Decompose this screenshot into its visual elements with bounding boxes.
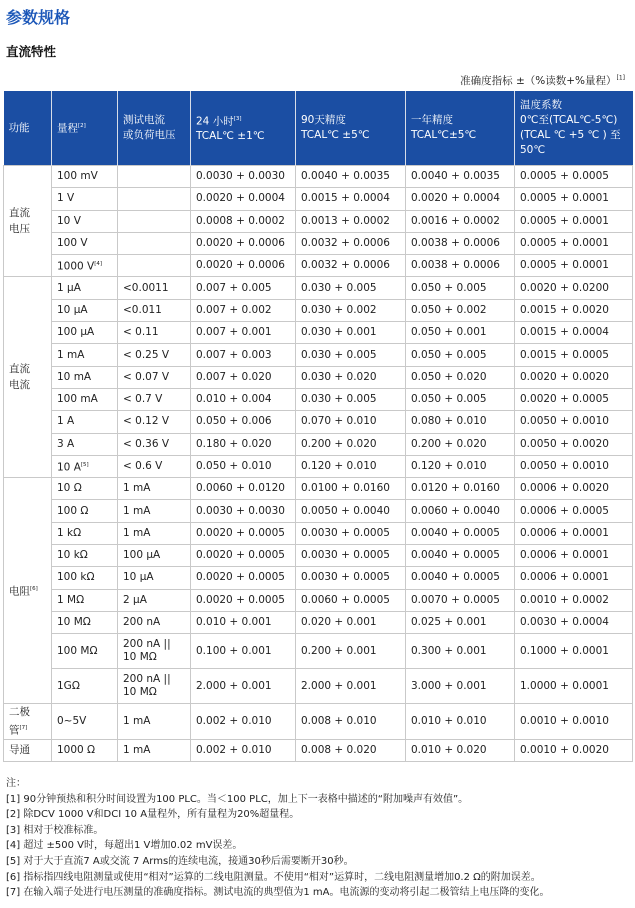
table-row (4, 255, 633, 277)
test-current-cell (118, 166, 191, 188)
test-current-cell: < 0.6 V (118, 455, 191, 477)
accuracy-90d-cell: 0.030 + 0.001 (296, 322, 406, 344)
table-row (4, 188, 633, 210)
accuracy-1y-cell: 0.0016 + 0.0002 (406, 210, 515, 232)
table-row (4, 545, 633, 567)
accuracy-24h-cell: 2.000 + 0.001 (191, 669, 296, 704)
section-title: 直流特性 (6, 44, 57, 59)
accuracy-24h-cell: 0.007 + 0.002 (191, 299, 296, 321)
accuracy-90d-cell: 0.200 + 0.001 (296, 634, 406, 669)
test-current-cell: 1 mA (118, 500, 191, 522)
footnotes (6, 776, 549, 901)
range-cell: 1000 Ω (52, 739, 118, 761)
function-cell: 直流 电压 (4, 166, 52, 277)
temp-coef-cell: 1.0000 + 0.0001 (515, 669, 633, 704)
accuracy-90d-cell: 0.070 + 0.010 (296, 411, 406, 433)
accuracy-24h-cell: 0.010 + 0.001 (191, 611, 296, 633)
temp-coef-cell: 0.0010 + 0.0020 (515, 739, 633, 761)
table-row (4, 589, 633, 611)
header-test-current: 测试电流 或负荷电压 (118, 91, 191, 166)
range-cell: 10 mA (52, 366, 118, 388)
range-cell: 1000 V[4] (52, 255, 118, 277)
accuracy-24h-cell: 0.0060 + 0.0120 (191, 478, 296, 500)
accuracy-90d-cell: 0.008 + 0.010 (296, 704, 406, 740)
temp-coef-cell: 0.0005 + 0.0001 (515, 232, 633, 254)
accuracy-24h-cell: 0.007 + 0.005 (191, 277, 296, 299)
temp-coef-cell: 0.0005 + 0.0005 (515, 166, 633, 188)
temp-coef-cell: 0.0010 + 0.0010 (515, 704, 633, 740)
test-current-cell: <0.0011 (118, 277, 191, 299)
accuracy-24h-cell: 0.007 + 0.001 (191, 322, 296, 344)
accuracy-90d-cell: 0.0100 + 0.0160 (296, 478, 406, 500)
function-cell: 二极 管[7] (4, 704, 52, 740)
table-row (4, 634, 633, 669)
range-cell: 1 A (52, 411, 118, 433)
accuracy-24h-cell: 0.0020 + 0.0005 (191, 545, 296, 567)
accuracy-24h-cell: 0.0020 + 0.0006 (191, 232, 296, 254)
test-current-cell (118, 232, 191, 254)
accuracy-1y-cell: 0.0070 + 0.0005 (406, 589, 515, 611)
test-current-cell: 100 μA (118, 545, 191, 567)
temp-coef-cell: 0.0010 + 0.0002 (515, 589, 633, 611)
temp-coef-cell: 0.0050 + 0.0010 (515, 455, 633, 477)
accuracy-24h-cell: 0.0020 + 0.0006 (191, 255, 296, 277)
accuracy-90d-cell: 0.030 + 0.005 (296, 344, 406, 366)
accuracy-90d-cell: 0.0032 + 0.0006 (296, 232, 406, 254)
temp-coef-cell: 0.0005 + 0.0001 (515, 255, 633, 277)
footnote: [7] 在输入端子处进行电压测量的准确度指标。测试电流的典型值为1 mA。电流源的变动将引起二极管结上电压降的变化。 (6, 887, 550, 899)
accuracy-90d-cell: 2.000 + 0.001 (296, 669, 406, 704)
accuracy-90d-cell: 0.008 + 0.020 (296, 739, 406, 761)
function-cell: 导通 (4, 739, 52, 761)
accuracy-1y-cell: 0.200 + 0.020 (406, 433, 515, 455)
range-cell: 10 A[5] (52, 455, 118, 477)
header-temp-coef: 温度系数 0℃至(TCAL℃-5℃) (TCAL ℃ +5 ℃ ) 至 50℃ (515, 91, 633, 166)
table-row (4, 299, 633, 321)
accuracy-24h-cell: 0.0020 + 0.0004 (191, 188, 296, 210)
function-cell: 直流 电流 (4, 277, 52, 478)
accuracy-90d-cell: 0.0030 + 0.0005 (296, 567, 406, 589)
range-cell: 10 MΩ (52, 611, 118, 633)
accuracy-90d-cell: 0.0032 + 0.0006 (296, 255, 406, 277)
range-cell: 100 MΩ (52, 634, 118, 669)
range-cell: 100 V (52, 232, 118, 254)
table-row (4, 344, 633, 366)
table-row (4, 739, 633, 761)
temp-coef-cell: 0.0015 + 0.0004 (515, 322, 633, 344)
accuracy-24h-cell: 0.007 + 0.003 (191, 344, 296, 366)
page-title: 参数规格 (6, 8, 71, 27)
accuracy-1y-cell: 0.050 + 0.005 (406, 277, 515, 299)
footnote: [6] 指标指四线电阻测量或使用“相对”运算的二线电阻测量。不使用“相对”运算时，二线电阻测量增加0.2 Ω的附加误差。 (6, 871, 541, 883)
accuracy-1y-cell: 0.025 + 0.001 (406, 611, 515, 633)
table-row (4, 567, 633, 589)
accuracy-24h-cell: 0.0008 + 0.0002 (191, 210, 296, 232)
header-90d: 90天精度 TCAL℃ ±5℃ (296, 91, 406, 166)
accuracy-90d-cell: 0.200 + 0.020 (296, 433, 406, 455)
accuracy-90d-cell: 0.030 + 0.005 (296, 388, 406, 410)
accuracy-90d-cell: 0.030 + 0.002 (296, 299, 406, 321)
accuracy-1y-cell: 0.010 + 0.010 (406, 704, 515, 740)
accuracy-1y-cell: 0.050 + 0.005 (406, 344, 515, 366)
range-cell: 10 Ω (52, 478, 118, 500)
accuracy-24h-cell: 0.002 + 0.010 (191, 704, 296, 740)
accuracy-24h-cell: 0.0020 + 0.0005 (191, 589, 296, 611)
table-row (4, 478, 633, 500)
accuracy-1y-cell: 0.010 + 0.020 (406, 739, 515, 761)
temp-coef-cell: 0.0020 + 0.0005 (515, 388, 633, 410)
accuracy-24h-cell: 0.0030 + 0.0030 (191, 166, 296, 188)
accuracy-90d-cell: 0.120 + 0.010 (296, 455, 406, 477)
accuracy-24h-cell: 0.007 + 0.020 (191, 366, 296, 388)
test-current-cell: 1 mA (118, 522, 191, 544)
accuracy-1y-cell: 0.050 + 0.001 (406, 322, 515, 344)
table-row (4, 388, 633, 410)
footnote: [5] 对于大于直流7 A或交流 7 Arms的连续电流，接通30秒后需要断开30秒。 (6, 855, 354, 867)
test-current-cell: 10 μA (118, 567, 191, 589)
accuracy-90d-cell: 0.0050 + 0.0040 (296, 500, 406, 522)
header-range: 量程[2] (52, 91, 118, 166)
table-row (4, 433, 633, 455)
accuracy-1y-cell: 0.0038 + 0.0006 (406, 255, 515, 277)
accuracy-24h-cell: 0.0030 + 0.0030 (191, 500, 296, 522)
temp-coef-cell: 0.0015 + 0.0020 (515, 299, 633, 321)
footnote: [2] 除DCV 1000 V和DCI 10 A量程外，所有量程为20%超量程。 (6, 809, 300, 821)
test-current-cell: 200 nA (118, 611, 191, 633)
test-current-cell: 1 mA (118, 478, 191, 500)
test-current-cell: 200 nA || 10 MΩ (118, 669, 191, 704)
range-cell: 1 mA (52, 344, 118, 366)
accuracy-1y-cell: 0.0120 + 0.0160 (406, 478, 515, 500)
table-row (4, 411, 633, 433)
accuracy-90d-cell: 0.020 + 0.001 (296, 611, 406, 633)
accuracy-24h-cell: 0.050 + 0.010 (191, 455, 296, 477)
accuracy-24h-cell: 0.100 + 0.001 (191, 634, 296, 669)
table-row (4, 669, 633, 704)
table-row (4, 704, 633, 740)
accuracy-1y-cell: 3.000 + 0.001 (406, 669, 515, 704)
range-cell: 1 V (52, 188, 118, 210)
accuracy-1y-cell: 0.0040 + 0.0005 (406, 567, 515, 589)
accuracy-1y-cell: 0.080 + 0.010 (406, 411, 515, 433)
test-current-cell: < 0.7 V (118, 388, 191, 410)
accuracy-24h-cell: 0.010 + 0.004 (191, 388, 296, 410)
test-current-cell: 1 mA (118, 704, 191, 740)
temp-coef-cell: 0.0015 + 0.0005 (515, 344, 633, 366)
temp-coef-cell: 0.0006 + 0.0001 (515, 522, 633, 544)
range-cell: 10 μA (52, 299, 118, 321)
test-current-cell: < 0.07 V (118, 366, 191, 388)
temp-coef-cell: 0.0006 + 0.0001 (515, 567, 633, 589)
table-body (4, 166, 633, 762)
test-current-cell: < 0.36 V (118, 433, 191, 455)
accuracy-90d-cell: 0.0013 + 0.0002 (296, 210, 406, 232)
temp-coef-cell: 0.0006 + 0.0005 (515, 500, 633, 522)
footnote: [1] 90分钟预热和积分时间设置为100 PLC。当＜100 PLC，加上下一表格中描述的“附加噪声有效值”。 (6, 793, 469, 805)
accuracy-spec-note: 准确度指标 ±（%读数+%量程）[1] (460, 74, 625, 87)
header-function: 功能 (4, 91, 52, 166)
table-row (4, 522, 633, 544)
accuracy-90d-cell: 0.0040 + 0.0035 (296, 166, 406, 188)
range-cell: 10 V (52, 210, 118, 232)
test-current-cell: < 0.25 V (118, 344, 191, 366)
range-cell: 0~5V (52, 704, 118, 740)
range-cell: 1GΩ (52, 669, 118, 704)
footnote: 注： (6, 778, 26, 789)
test-current-cell: < 0.11 (118, 322, 191, 344)
test-current-cell (118, 255, 191, 277)
header-24h: 24 小时[3] TCAL℃ ±1℃ (191, 91, 296, 166)
table-row (4, 500, 633, 522)
table-row (4, 611, 633, 633)
accuracy-1y-cell: 0.0040 + 0.0005 (406, 545, 515, 567)
table-row (4, 277, 633, 299)
accuracy-1y-cell: 0.0060 + 0.0040 (406, 500, 515, 522)
accuracy-1y-cell: 0.0040 + 0.0005 (406, 522, 515, 544)
test-current-cell (118, 188, 191, 210)
test-current-cell: 1 mA (118, 739, 191, 761)
table-row (4, 322, 633, 344)
range-cell: 3 A (52, 433, 118, 455)
temp-coef-cell: 0.0050 + 0.0010 (515, 411, 633, 433)
accuracy-90d-cell: 0.030 + 0.020 (296, 366, 406, 388)
accuracy-1y-cell: 0.050 + 0.020 (406, 366, 515, 388)
range-cell: 100 μA (52, 322, 118, 344)
accuracy-90d-cell: 0.030 + 0.005 (296, 277, 406, 299)
temp-coef-cell: 0.0005 + 0.0001 (515, 210, 633, 232)
footnote: [4] 超过 ±500 V时，每超出1 V增加0.02 mV误差。 (6, 840, 243, 852)
accuracy-1y-cell: 0.0020 + 0.0004 (406, 188, 515, 210)
range-cell: 100 kΩ (52, 567, 118, 589)
table-row (4, 455, 633, 477)
range-cell: 100 mA (52, 388, 118, 410)
temp-coef-cell: 0.1000 + 0.0001 (515, 634, 633, 669)
accuracy-90d-cell: 0.0060 + 0.0005 (296, 589, 406, 611)
header-1y: 一年精度 TCAL℃±5℃ (406, 91, 515, 166)
test-current-cell (118, 210, 191, 232)
accuracy-1y-cell: 0.050 + 0.005 (406, 388, 515, 410)
range-cell: 1 MΩ (52, 589, 118, 611)
accuracy-1y-cell: 0.0040 + 0.0035 (406, 166, 515, 188)
temp-coef-cell: 0.0050 + 0.0020 (515, 433, 633, 455)
accuracy-24h-cell: 0.0020 + 0.0005 (191, 522, 296, 544)
accuracy-90d-cell: 0.0015 + 0.0004 (296, 188, 406, 210)
temp-coef-cell: 0.0006 + 0.0001 (515, 545, 633, 567)
temp-coef-cell: 0.0006 + 0.0020 (515, 478, 633, 500)
accuracy-24h-cell: 0.002 + 0.010 (191, 739, 296, 761)
table-row (4, 210, 633, 232)
table-row (4, 166, 633, 188)
range-cell: 10 kΩ (52, 545, 118, 567)
accuracy-1y-cell: 0.0038 + 0.0006 (406, 232, 515, 254)
range-cell: 1 μA (52, 277, 118, 299)
range-cell: 100 mV (52, 166, 118, 188)
accuracy-24h-cell: 0.050 + 0.006 (191, 411, 296, 433)
accuracy-1y-cell: 0.120 + 0.010 (406, 455, 515, 477)
test-current-cell: < 0.12 V (118, 411, 191, 433)
test-current-cell: <0.011 (118, 299, 191, 321)
table-header-row (4, 91, 633, 166)
range-cell: 1 kΩ (52, 522, 118, 544)
footnote: [3] 相对于校准标准。 (6, 824, 104, 836)
temp-coef-cell: 0.0020 + 0.0020 (515, 366, 633, 388)
table-row (4, 232, 633, 254)
accuracy-1y-cell: 0.050 + 0.002 (406, 299, 515, 321)
accuracy-24h-cell: 0.180 + 0.020 (191, 433, 296, 455)
accuracy-24h-cell: 0.0020 + 0.0005 (191, 567, 296, 589)
accuracy-1y-cell: 0.300 + 0.001 (406, 634, 515, 669)
test-current-cell: 200 nA || 10 MΩ (118, 634, 191, 669)
table-row (4, 366, 633, 388)
temp-coef-cell: 0.0020 + 0.0200 (515, 277, 633, 299)
accuracy-90d-cell: 0.0030 + 0.0005 (296, 522, 406, 544)
range-cell: 100 Ω (52, 500, 118, 522)
temp-coef-cell: 0.0030 + 0.0004 (515, 611, 633, 633)
temp-coef-cell: 0.0005 + 0.0001 (515, 188, 633, 210)
accuracy-90d-cell: 0.0030 + 0.0005 (296, 545, 406, 567)
test-current-cell: 2 μA (118, 589, 191, 611)
function-cell: 电阻[6] (4, 478, 52, 704)
dc-spec-table (3, 91, 633, 762)
